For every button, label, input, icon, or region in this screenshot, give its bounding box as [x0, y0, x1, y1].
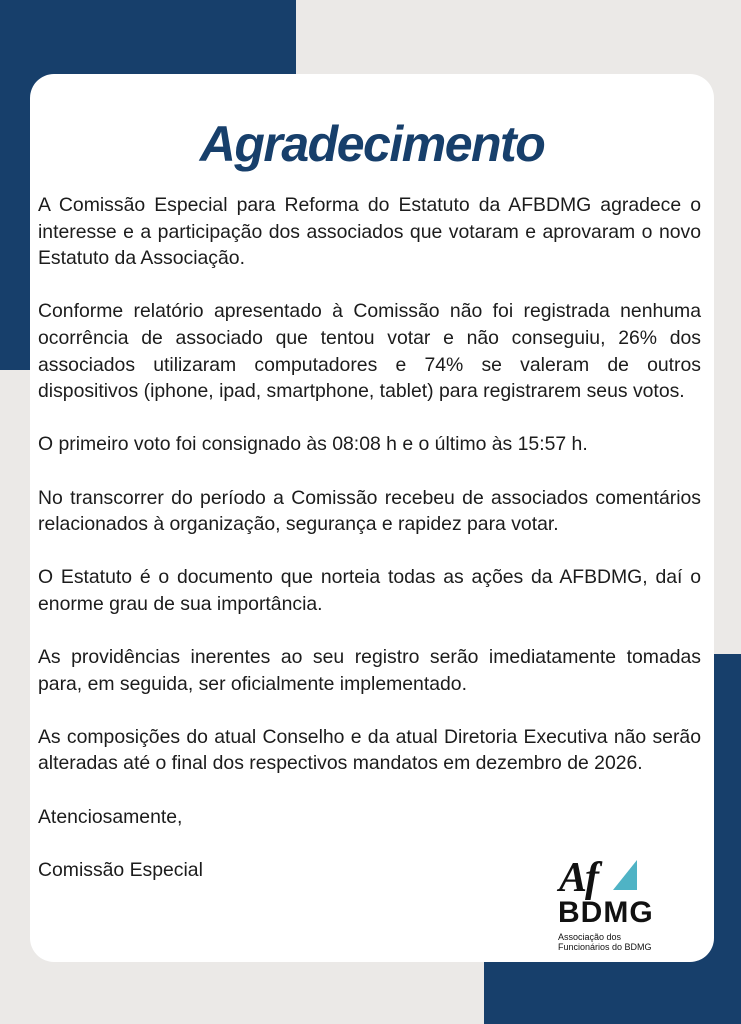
page-title: Agradecimento	[199, 116, 545, 172]
signature: Comissão Especial	[38, 858, 203, 881]
notice-body	[38, 192, 701, 883]
logo-subtitle-line: Associação dos	[558, 932, 622, 942]
paragraph: Conforme relatório apresentado à Comissão não foi registrada nenhuma ocorrência de associado que tentou votar e não conseguiu, 26% dos associados utilizaram computadores e 74% se valeram de outros dispositivos (iphone, ipad, smartphone, tablet) para registrarem seus votos.	[38, 300, 701, 403]
logo-triangle-icon	[613, 860, 637, 890]
afbdmg-logo	[556, 856, 686, 962]
logo-subtitle-line: Funcionários do BDMG	[558, 942, 652, 952]
notice-card	[30, 74, 714, 962]
paragraph: A Comissão Especial para Reforma do Estatuto da AFBDMG agradece o interesse e a participação dos associados que votaram e aprovaram o novo Estatuto da Associação.	[38, 194, 701, 270]
logo-name: BDMG	[558, 896, 654, 929]
logo-subtitle	[558, 932, 688, 952]
paragraph: As providências inerentes ao seu registro serão imediatamente tomadas para, em seguida, ser oficialmente implementado.	[38, 646, 701, 695]
paragraph: O Estatuto é o documento que norteia todas as ações da AFBDMG, daí o enorme grau de sua importância.	[38, 566, 701, 615]
paragraph: O primeiro voto foi consignado às 08:08 h e o último às 15:57 h.	[38, 433, 588, 456]
closing: Atenciosamente,	[38, 805, 183, 828]
paragraph: No transcorrer do período a Comissão recebeu de associados comentários relacionados à organização, segurança e rapidez para votar.	[38, 486, 701, 536]
logo-mark: Af	[559, 855, 597, 901]
paragraph: As composições do atual Conselho e da atual Diretoria Executiva não serão alteradas até o final dos respectivos mandatos em dezembro de 2026.	[38, 725, 701, 775]
